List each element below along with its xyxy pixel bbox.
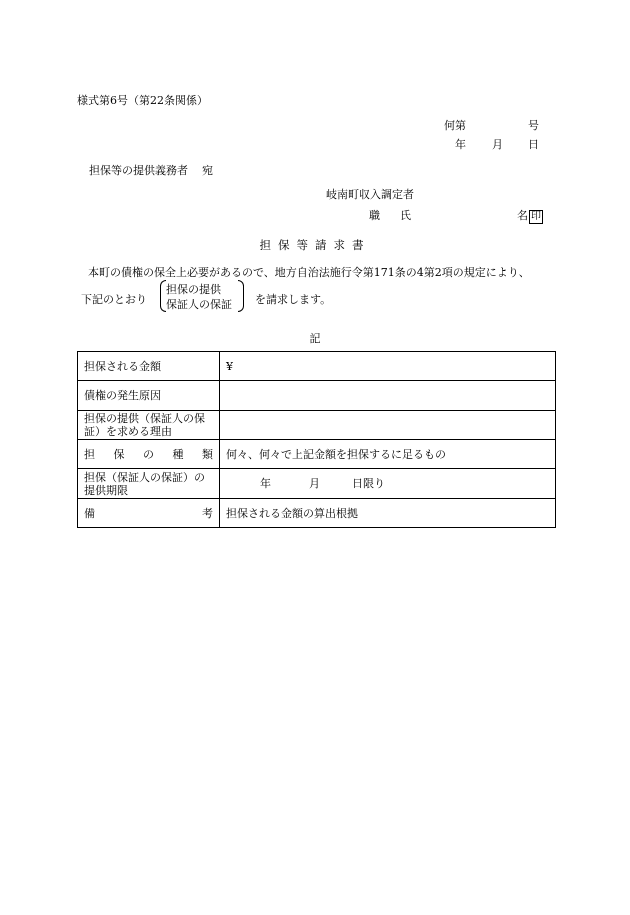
row-label-remarks bbox=[78, 499, 220, 528]
issuer-title-name bbox=[369, 207, 541, 223]
issuer-name-label2: 名 bbox=[517, 209, 528, 222]
table-row bbox=[78, 411, 556, 440]
label-char: 保 bbox=[113, 447, 125, 461]
row-label-cause: 債権の発生原因 bbox=[78, 381, 220, 411]
table-row bbox=[78, 469, 556, 499]
row-label-reason-line1: 担保の提供（保証人の保 bbox=[84, 412, 205, 425]
row-label-type bbox=[78, 440, 220, 469]
recipient-name: 担保等の提供義務者 bbox=[89, 164, 188, 177]
doc-number-suffix: 号 bbox=[528, 119, 539, 132]
option-collateral: 担保の提供 bbox=[166, 283, 221, 296]
label-char: 考 bbox=[202, 506, 213, 520]
body-line-1: 本町の債権の保全上必要があるので、地方自治法施行令第171条の4第2項の規定により、 bbox=[88, 266, 530, 279]
issuer-title-label: 職 bbox=[369, 209, 380, 222]
option-guarantor: 保証人の保証 bbox=[166, 298, 232, 311]
label-char: 担 bbox=[84, 447, 95, 461]
table-row bbox=[78, 499, 556, 528]
row-label-amount: 担保される金額 bbox=[78, 352, 220, 381]
table-row bbox=[78, 440, 556, 469]
row-label-reason-line2: 証）を求める理由 bbox=[84, 425, 172, 438]
options-bracket bbox=[160, 280, 244, 310]
doc-number-prefix: 何第 bbox=[444, 119, 466, 132]
row-label-deadline-line1: 担保（保証人の保証）の bbox=[84, 470, 205, 484]
label-char: の bbox=[143, 447, 154, 461]
issuer-office: 岐南町収入調定者 bbox=[326, 188, 414, 201]
body-line-2-prefix: 下記のとおり bbox=[81, 293, 147, 306]
table-row bbox=[78, 352, 556, 381]
ki-heading: 記 bbox=[309, 332, 321, 345]
request-table bbox=[77, 351, 556, 528]
row-value-reason bbox=[220, 411, 556, 440]
recipient bbox=[89, 162, 213, 178]
row-value-deadline bbox=[220, 469, 556, 499]
seal-mark: 印 bbox=[531, 211, 541, 222]
row-value-amount: ¥ bbox=[220, 352, 556, 381]
label-char: 種 bbox=[172, 447, 184, 461]
date-month: 月 bbox=[492, 138, 503, 151]
deadline-day: 日限り bbox=[352, 477, 385, 490]
row-label-deadline-line2: 提供期限 bbox=[84, 483, 128, 497]
row-label-reason bbox=[78, 411, 220, 440]
issuer-name-seal bbox=[517, 207, 543, 224]
form-number: 様式第6号（第22条関係） bbox=[77, 94, 208, 107]
date-day: 日 bbox=[528, 138, 539, 151]
row-label-deadline bbox=[78, 469, 220, 499]
document-title: 担保等請求書 bbox=[259, 238, 371, 252]
deadline-year: 年 bbox=[260, 477, 271, 490]
deadline-month: 月 bbox=[309, 477, 320, 490]
document-number bbox=[444, 117, 539, 133]
issuer-name-label: 氏 bbox=[400, 209, 411, 222]
recipient-honorific: 宛 bbox=[202, 164, 213, 177]
date-year: 年 bbox=[455, 138, 466, 151]
table-row bbox=[78, 381, 556, 411]
label-char: 備 bbox=[84, 506, 95, 520]
issue-date bbox=[455, 136, 539, 152]
right-brace bbox=[238, 280, 244, 312]
row-value-cause bbox=[220, 381, 556, 411]
row-value-remarks: 担保される金額の算出根拠 bbox=[220, 499, 556, 528]
body-line-2-suffix: を請求します。 bbox=[255, 293, 332, 306]
row-value-type: 何々、何々で上記金額を担保するに足るもの bbox=[220, 440, 556, 469]
label-char: 類 bbox=[202, 447, 213, 461]
